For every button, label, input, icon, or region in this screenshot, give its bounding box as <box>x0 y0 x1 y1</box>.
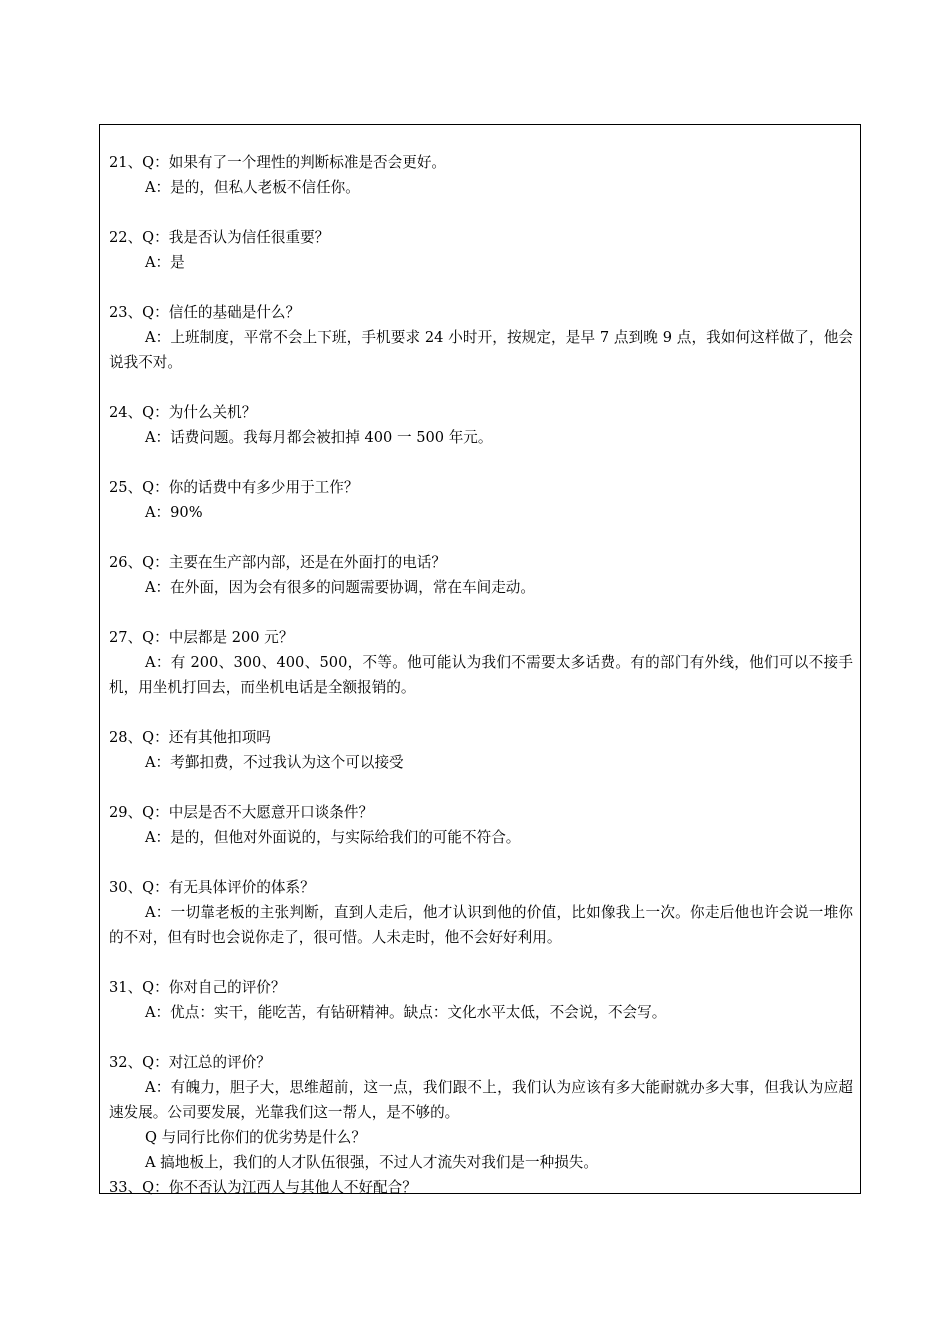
answer: A：有 200、300、400、500，不等。他可能认为我们不需要太多话费。有的部门有外线，他们可以不接手机，用坐机打回去，而坐机电话是全额报销的。 <box>109 654 853 696</box>
question: 25、Q：你的话费中有多少用于工作？ <box>109 479 359 496</box>
qa-item-32 <box>109 1050 853 1175</box>
document-frame <box>99 124 861 1194</box>
interview-content <box>109 150 853 1200</box>
answer: A：在外面，因为会有很多的问题需要协调，常在车间走动。 <box>145 579 535 596</box>
qa-item-29 <box>109 800 853 850</box>
answer: A：是的，但私人老板不信任你。 <box>145 179 360 196</box>
sub-answer: A 搞地板上，我们的人才队伍很强，不过人才流失对我们是一种损失。 <box>145 1154 598 1171</box>
question: 21、Q：如果有了一个理性的判断标准是否会更好。 <box>109 154 447 171</box>
question: 26、Q：主要在生产部内部，还是在外面打的电话？ <box>109 554 447 571</box>
answer: A：上班制度，平常不会上下班，手机要求 24 小时开，按规定，是早 7 点到晚 9 点，我如何这样做了，他会说我不对。 <box>109 329 853 371</box>
answer: A：考鄞扣费，不过我认为这个可以接受 <box>145 754 404 771</box>
qa-item-23 <box>109 300 853 375</box>
qa-item-24 <box>109 400 853 450</box>
qa-item-27 <box>109 625 853 700</box>
answer: A：一切靠老板的主张判断，直到人走后，他才认识到他的价值，比如像我上一次。你走后他也许会说一堆你的不对，但有时也会说你走了，很可惜。人未走时，他不会好好利用。 <box>109 904 853 946</box>
qa-item-22 <box>109 225 853 275</box>
qa-item-25 <box>109 475 853 525</box>
qa-item-28 <box>109 725 853 775</box>
question: 24、Q：为什么关机？ <box>109 404 257 421</box>
answer: A：是 <box>145 254 185 271</box>
qa-item-31 <box>109 975 853 1025</box>
qa-item-30 <box>109 875 853 950</box>
answer: A：90% <box>145 504 203 521</box>
sub-question: Q 与同行比你们的优劣势是什么？ <box>145 1129 366 1146</box>
question: 23、Q：信任的基础是什么？ <box>109 304 301 321</box>
answer: A：优点：实干，能吃苦，有钻研精神。缺点：文化水平太低，不会说，不会写。 <box>145 1004 667 1021</box>
question: 32、Q：对江总的评价？ <box>109 1054 271 1071</box>
qa-item-33 <box>109 1175 853 1200</box>
qa-item-21 <box>109 150 853 200</box>
question: 22、Q：我是否认为信任很重要？ <box>109 229 330 246</box>
answer: A：是的，但他对外面说的，与实际给我们的可能不符合。 <box>145 829 521 846</box>
question: 28、Q：还有其他扣项吗 <box>109 729 271 746</box>
question: 29、Q：中层是否不大愿意开口谈条件？ <box>109 804 374 821</box>
qa-item-26 <box>109 550 853 600</box>
question: 31、Q：你对自己的评价？ <box>109 979 286 996</box>
question: 33、Q：你不否认为江西人与其他人不好配合？ <box>109 1179 417 1196</box>
answer: A：有魄力，胆子大，思维超前，这一点，我们跟不上，我们认为应该有多大能耐就办多大事，但我认为应超速发展。公司要发展，光靠我们这一帮人，是不够的。 <box>109 1079 853 1121</box>
answer: A：话费问题。我每月都会被扣掉 400 一 500 年元。 <box>145 429 493 446</box>
question: 30、Q：有无具体评价的体系？ <box>109 879 315 896</box>
question: 27、Q：中层都是 200 元？ <box>109 629 294 646</box>
